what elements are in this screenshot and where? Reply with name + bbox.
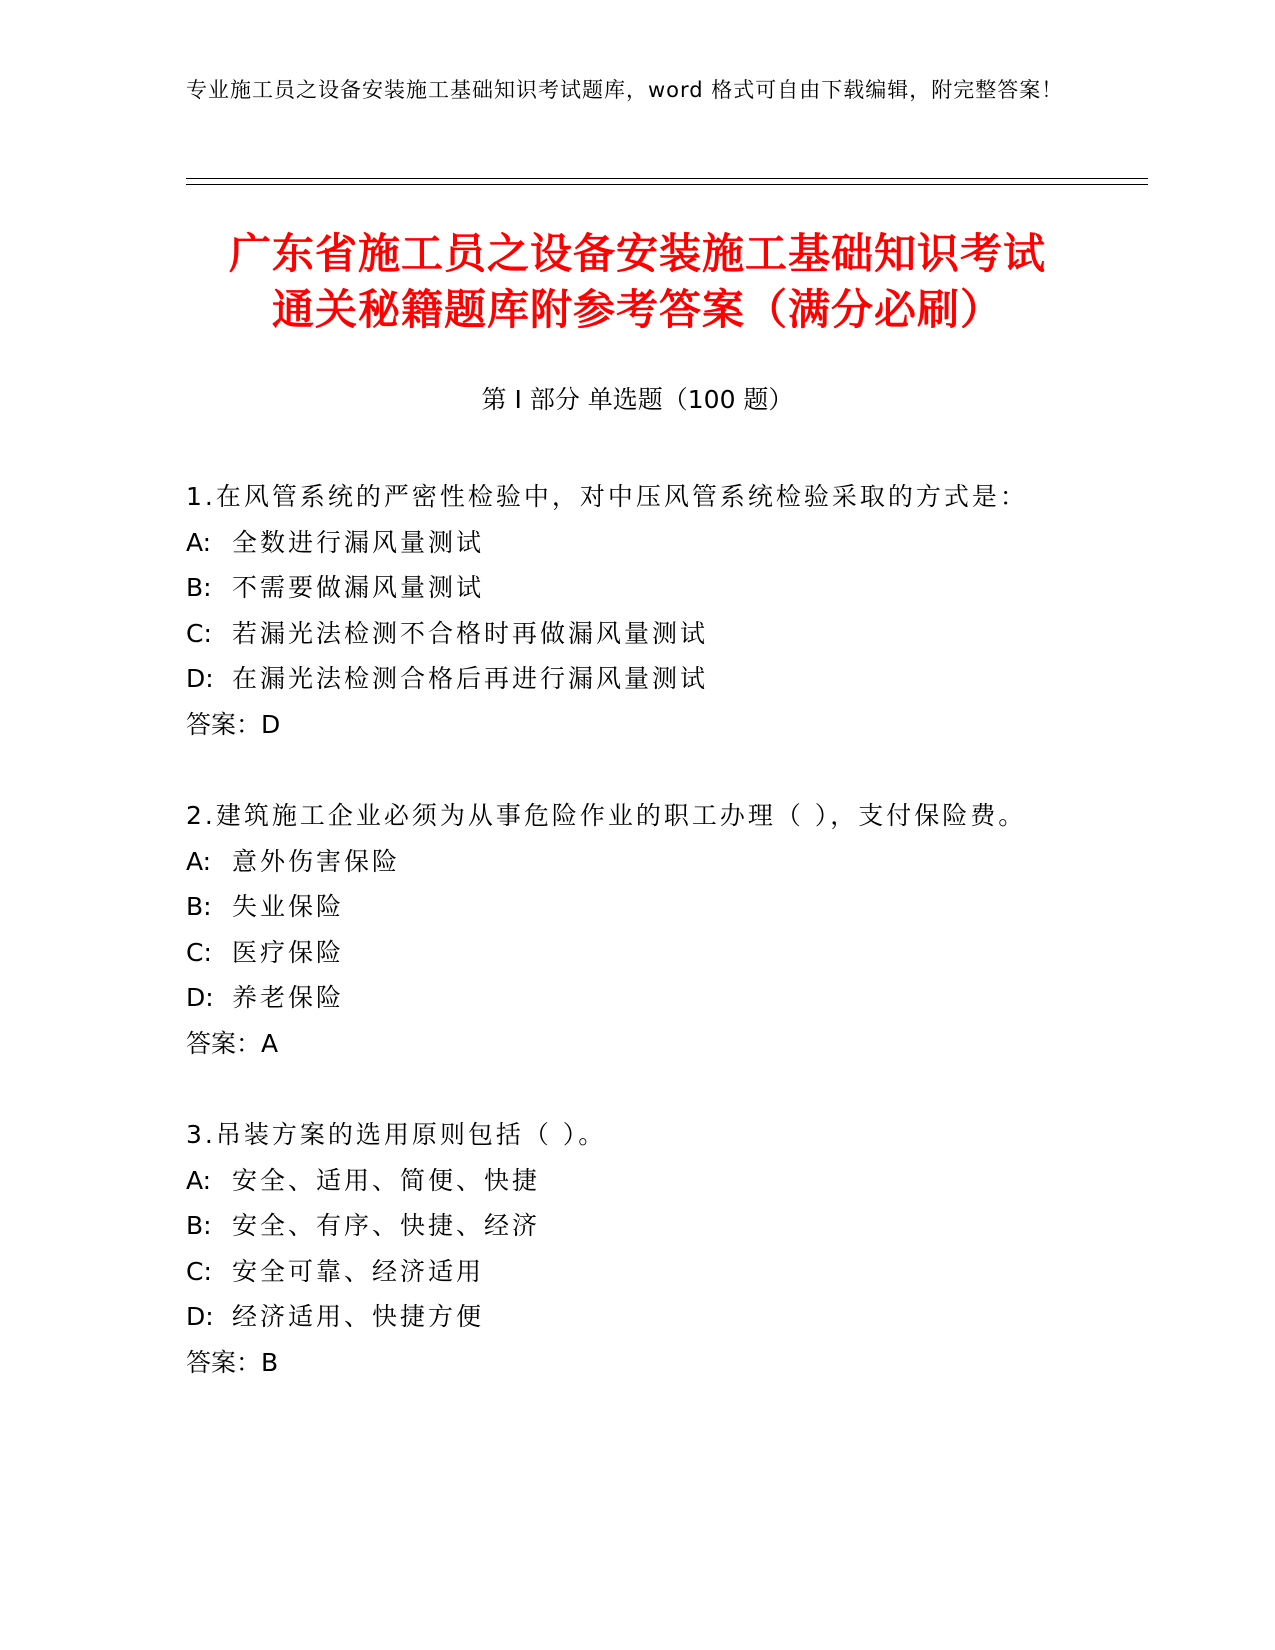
option-c	[186, 930, 1146, 976]
section-heading: 第 I 部分 单选题（100 题）	[481, 385, 794, 414]
answer-line: 答案：A	[186, 1028, 279, 1058]
option-key: D:	[186, 664, 214, 693]
option-a	[186, 1158, 1146, 1204]
header-divider-top	[186, 178, 1148, 179]
header-note: 专业施工员之设备安装施工基础知识考试题库，word 格式可自由下载编辑，附完整答案！	[186, 78, 1064, 102]
option-d	[186, 656, 1146, 702]
question-stem: 3.吊装方案的选用原则包括（ ）。	[186, 1120, 607, 1149]
option-text: 安全、适用、简便、快捷	[232, 1165, 541, 1195]
option-d	[186, 1294, 1146, 1340]
option-a	[186, 520, 1146, 566]
option-key: B:	[186, 573, 212, 602]
option-c	[186, 1249, 1146, 1295]
option-d	[186, 975, 1146, 1021]
option-key: A:	[186, 527, 212, 557]
option-text: 不需要做漏风量测试	[232, 573, 485, 602]
option-text: 若漏光法检测不合格时再做漏风量测试	[232, 618, 709, 648]
option-a	[186, 839, 1146, 885]
option-text: 医疗保险	[232, 937, 345, 967]
option-b	[186, 565, 1146, 611]
option-key: B:	[186, 1211, 212, 1240]
option-key: D:	[186, 1302, 214, 1331]
option-key: B:	[186, 892, 212, 921]
question-stem: 2.建筑施工企业必须为从事危险作业的职工办理（ ），支付保险费。	[186, 801, 1027, 830]
option-key: C:	[186, 937, 212, 967]
option-key: C:	[186, 1256, 212, 1286]
question-1	[186, 474, 1146, 747]
question-list	[186, 474, 1146, 1431]
option-b	[186, 1203, 1146, 1249]
document-title-line-1: 广东省施工员之设备安装施工基础知识考试	[228, 229, 1046, 278]
option-text: 安全可靠、经济适用	[232, 1256, 485, 1286]
option-c	[186, 611, 1146, 657]
option-key: C:	[186, 618, 212, 648]
option-text: 养老保险	[232, 983, 345, 1012]
option-text: 安全、有序、快捷、经济	[232, 1211, 541, 1240]
question-2	[186, 793, 1146, 1066]
option-text: 在漏光法检测合格后再进行漏风量测试	[232, 664, 709, 693]
document-title	[150, 226, 1125, 338]
option-key: A:	[186, 846, 212, 876]
option-b	[186, 884, 1146, 930]
option-text: 全数进行漏风量测试	[232, 527, 485, 557]
option-text: 经济适用、快捷方便	[232, 1302, 485, 1331]
option-key: D:	[186, 983, 214, 1012]
option-text: 失业保险	[232, 892, 345, 921]
option-text: 意外伤害保险	[232, 846, 401, 876]
question-3	[186, 1112, 1146, 1385]
header-divider-bottom	[186, 184, 1148, 185]
answer-line: 答案：B	[186, 1347, 279, 1377]
document-title-line-2: 通关秘籍题库附参考答案（满分必刷）	[271, 285, 1003, 334]
option-key: A:	[186, 1165, 212, 1195]
answer-line: 答案：D	[186, 709, 281, 739]
question-stem: 1.在风管系统的严密性检验中，对中压风管系统检验采取的方式是：	[186, 482, 1028, 511]
